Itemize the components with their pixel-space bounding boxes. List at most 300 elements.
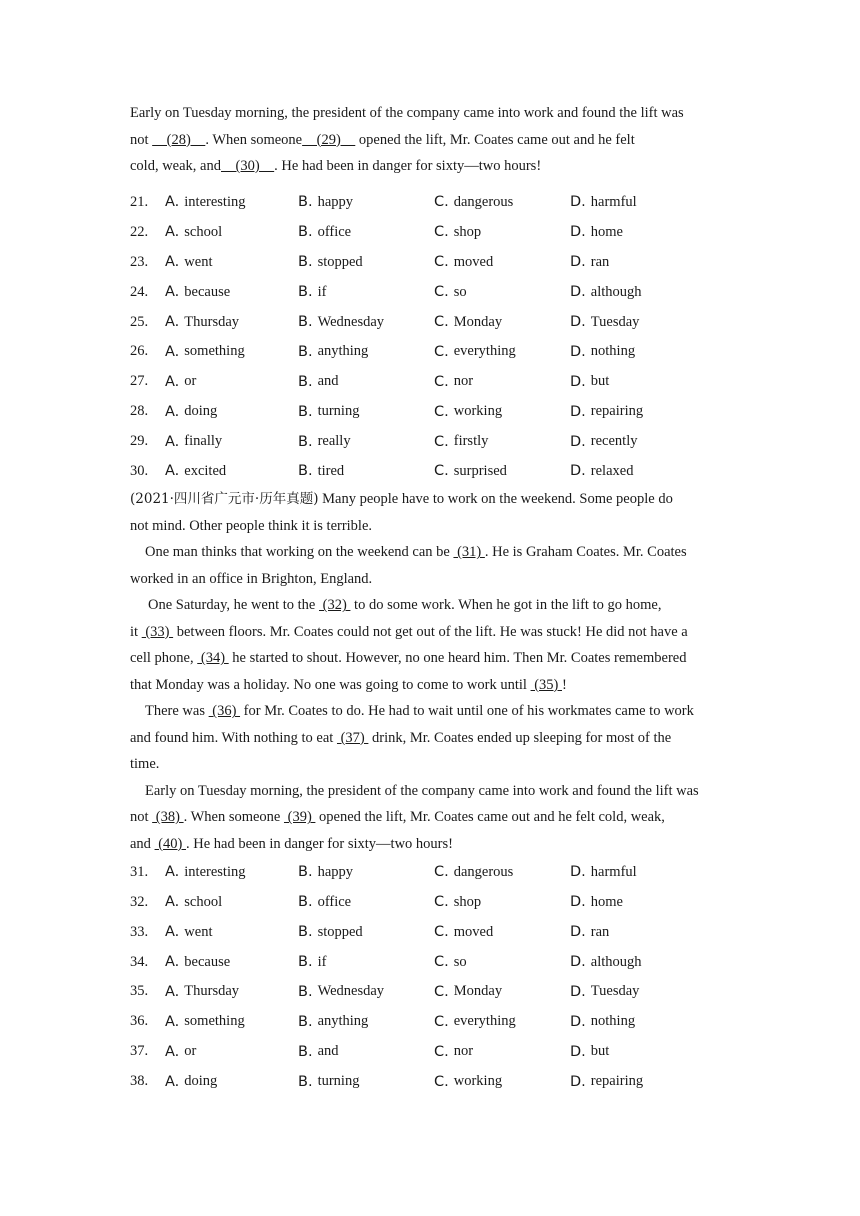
question-row (130, 277, 730, 307)
option-b (298, 284, 434, 301)
option-letter: D. (570, 224, 586, 241)
option-text: went (184, 253, 213, 270)
option-letter: A. (165, 194, 180, 211)
blank-28: (28) (152, 131, 206, 148)
option-letter: C. (434, 194, 449, 211)
option-text: if (317, 283, 327, 300)
option-a (165, 924, 298, 941)
option-letter: B. (298, 284, 313, 301)
option-text: finally (184, 433, 223, 450)
option-letter: C. (434, 314, 449, 330)
option-c (434, 194, 570, 211)
option-c (434, 314, 570, 331)
blank-33: (33) (141, 623, 174, 640)
option-letter: C. (434, 284, 449, 301)
passage-line (130, 486, 730, 513)
question-number: 29. (130, 433, 149, 450)
question-row (130, 1007, 730, 1037)
option-letter: A. (165, 954, 180, 971)
option-text: so (453, 953, 467, 970)
option-text: doing (184, 1073, 218, 1090)
passage-text: One man thinks that working on the weekend can be (145, 544, 454, 561)
passage-line (130, 513, 730, 540)
option-b (298, 224, 434, 241)
question-number: 33. (130, 923, 149, 940)
passage-line (130, 592, 730, 619)
option-c (434, 463, 570, 480)
option-text: moved (453, 923, 494, 940)
option-d (570, 954, 710, 971)
option-c (434, 924, 570, 941)
option-c (434, 1043, 570, 1060)
question-number: 24. (130, 283, 149, 300)
passage-text: for Mr. Coates to do. He had to wait until one of his workmates came to work (240, 703, 694, 720)
source-label: (2021·四川省广元市·历年真题) (130, 491, 319, 508)
option-text: because (184, 953, 231, 970)
option-text: office (317, 223, 352, 240)
option-text: home (590, 893, 623, 910)
option-text: Tuesday (590, 983, 640, 1000)
option-text: because (184, 283, 231, 300)
question-list-21-30 (130, 188, 730, 487)
option-d (570, 463, 710, 480)
question-number: 34. (130, 953, 149, 970)
option-letter: B. (298, 463, 313, 480)
option-text: Monday (453, 983, 503, 1000)
option-c (434, 224, 570, 241)
passage-text: between floors. Mr. Coates could not get out of the lift. He was stuck! He did not have a (173, 623, 688, 640)
option-letter: B. (298, 1073, 313, 1090)
passage-text: ! (561, 676, 567, 693)
option-letter: B. (298, 983, 313, 1000)
option-letter: C. (434, 1043, 449, 1060)
passage-line (130, 539, 730, 566)
option-letter: A. (165, 924, 180, 941)
passage-text: it (130, 623, 142, 640)
option-text: everything (453, 343, 516, 360)
option-d (570, 343, 710, 360)
question-number: 26. (130, 343, 149, 360)
question-row (130, 887, 730, 917)
option-text: repairing (590, 403, 644, 420)
option-letter: C. (434, 403, 449, 420)
option-a (165, 194, 298, 211)
option-text: harmful (590, 193, 637, 210)
passage-text: he started to shout. However, no one heard him. Then Mr. Coates remembered (228, 650, 687, 667)
option-text: happy (317, 193, 353, 210)
option-text: interesting (184, 193, 246, 210)
question-number: 30. (130, 462, 149, 479)
option-b (298, 894, 434, 911)
option-text: interesting (184, 863, 246, 880)
passage-line (130, 127, 730, 154)
option-text: nor (453, 373, 474, 390)
question-row (130, 247, 730, 277)
option-c (434, 254, 570, 271)
question-number: 37. (130, 1043, 149, 1060)
option-b (298, 254, 434, 271)
question-number: 28. (130, 403, 149, 420)
option-b (298, 924, 434, 941)
question-number: 32. (130, 893, 149, 910)
option-b (298, 403, 434, 420)
passage-line (130, 831, 730, 858)
option-text: Monday (453, 313, 503, 330)
option-text: so (453, 283, 467, 300)
question-number: 27. (130, 373, 149, 390)
option-text: or (184, 373, 197, 390)
option-letter: A. (165, 983, 180, 1000)
option-letter: D. (570, 343, 586, 360)
option-letter: D. (570, 983, 586, 1000)
option-b (298, 983, 434, 1000)
passage-line (130, 751, 730, 778)
passage-text: not mind. Other people think it is terrible. (130, 517, 373, 534)
passage-line (130, 619, 730, 646)
option-d (570, 864, 710, 881)
question-number: 38. (130, 1073, 149, 1090)
option-letter: C. (434, 254, 449, 271)
option-d (570, 983, 710, 1000)
option-text: shop (453, 893, 482, 910)
option-letter: C. (434, 983, 449, 1000)
option-d (570, 924, 710, 941)
passage-text: cell phone, (130, 650, 198, 667)
question-row (130, 917, 730, 947)
blank-34: (34) (197, 650, 229, 667)
passage-text: opened the lift, Mr. Coates came out and he felt (355, 131, 635, 148)
option-letter: B. (298, 373, 313, 390)
option-d (570, 1073, 710, 1090)
option-text: surprised (453, 462, 507, 479)
option-letter: C. (434, 1073, 449, 1090)
blank-30: (30) (221, 158, 275, 174)
option-text: and (317, 373, 339, 390)
option-letter: B. (298, 224, 313, 241)
option-a (165, 314, 298, 331)
option-a (165, 864, 298, 881)
option-b (298, 1043, 434, 1060)
option-b (298, 463, 434, 480)
option-a (165, 284, 298, 301)
option-text: Thursday (184, 983, 240, 1000)
option-a (165, 894, 298, 911)
question-number: 22. (130, 223, 149, 240)
passage-text: time. (130, 756, 160, 773)
question-row (130, 217, 730, 247)
option-letter: D. (570, 284, 586, 301)
blank-39: (39) (283, 809, 316, 826)
question-row (130, 188, 730, 218)
option-a (165, 463, 298, 480)
passage-text: . He had been in danger for sixty—two hours! (185, 835, 453, 852)
option-letter: C. (434, 954, 449, 971)
option-a (165, 403, 298, 420)
option-letter: D. (570, 433, 586, 450)
option-text: went (184, 923, 213, 940)
option-b (298, 314, 434, 331)
option-d (570, 284, 710, 301)
option-a (165, 1073, 298, 1090)
option-text: although (590, 283, 642, 300)
option-letter: D. (570, 403, 586, 420)
option-letter: D. (570, 1043, 586, 1060)
option-d (570, 314, 710, 331)
option-c (434, 403, 570, 420)
option-d (570, 433, 710, 450)
option-text: shop (453, 223, 482, 240)
blank-38: (38) (152, 809, 184, 826)
option-letter: C. (434, 924, 449, 941)
option-text: Wednesday (317, 983, 385, 1000)
option-d (570, 254, 710, 271)
option-text: Thursday (184, 313, 240, 330)
option-d (570, 224, 710, 241)
blank-36: (36) (208, 703, 241, 720)
option-letter: A. (165, 314, 180, 330)
option-text: stopped (317, 923, 363, 940)
passage-line (130, 804, 730, 831)
option-letter: B. (298, 1043, 313, 1060)
option-letter: A. (165, 433, 180, 450)
option-letter: C. (434, 864, 449, 881)
passage-line (130, 100, 730, 127)
question-number: 21. (130, 193, 149, 210)
passage-text: cold, weak, and (130, 158, 221, 174)
passage-text: and (130, 835, 155, 852)
passage-line (130, 566, 730, 593)
option-text: moved (453, 253, 494, 270)
option-letter: A. (165, 864, 180, 881)
option-c (434, 373, 570, 390)
question-row (130, 1037, 730, 1067)
option-text: recently (590, 433, 638, 450)
blank-40: (40) (154, 835, 186, 852)
option-text: excited (184, 462, 227, 479)
option-letter: B. (298, 194, 313, 211)
option-letter: C. (434, 463, 449, 480)
option-text: nothing (590, 343, 636, 360)
option-letter: B. (298, 1013, 313, 1030)
option-text: home (590, 223, 623, 240)
option-text: tired (317, 462, 345, 479)
option-letter: A. (165, 463, 180, 480)
question-number: 23. (130, 253, 149, 270)
option-b (298, 373, 434, 390)
option-text: repairing (590, 1073, 644, 1090)
passage-text: to do some work. When he got in the lift to go home, (350, 597, 662, 614)
passage-line (130, 698, 730, 725)
option-text: school (184, 893, 223, 910)
passage-text: . When someone (205, 131, 303, 148)
option-d (570, 403, 710, 420)
option-letter: B. (298, 894, 313, 911)
option-text: something (184, 343, 245, 360)
passage-line (130, 153, 730, 180)
option-a (165, 983, 298, 1000)
passage-line (130, 672, 730, 699)
option-text: firstly (453, 433, 489, 450)
option-text: if (317, 953, 327, 970)
option-text: everything (453, 1013, 516, 1030)
option-b (298, 954, 434, 971)
option-text: turning (317, 1073, 360, 1090)
option-letter: A. (165, 343, 180, 360)
option-a (165, 1043, 298, 1060)
option-c (434, 1073, 570, 1090)
option-b (298, 1013, 434, 1030)
option-text: anything (317, 1013, 369, 1030)
option-letter: C. (434, 894, 449, 911)
passage-2 (130, 486, 730, 857)
passage-text: Early on Tuesday morning, the president of the company came into work and found the lift was (130, 105, 684, 121)
option-letter: D. (570, 194, 586, 211)
option-letter: A. (165, 1043, 180, 1060)
passage-text: worked in an office in Brighton, England. (130, 570, 373, 587)
option-b (298, 433, 434, 450)
question-row (130, 397, 730, 427)
option-letter: D. (570, 254, 586, 271)
option-text: dangerous (453, 863, 514, 880)
passage-text: that Monday was a holiday. No one was going to come to work until (130, 676, 531, 693)
option-letter: D. (570, 314, 586, 330)
option-a (165, 433, 298, 450)
question-row (130, 1067, 730, 1097)
option-text: relaxed (590, 462, 634, 479)
option-a (165, 373, 298, 390)
option-text: stopped (317, 253, 363, 270)
option-text: working (453, 403, 503, 420)
option-letter: D. (570, 373, 586, 390)
passage-line (130, 725, 730, 752)
passage-line (130, 645, 730, 672)
blank-32: (32) (319, 597, 351, 614)
option-letter: C. (434, 224, 449, 241)
option-letter: C. (434, 343, 449, 360)
option-c (434, 343, 570, 360)
option-letter: B. (298, 924, 313, 941)
option-b (298, 343, 434, 360)
passage-text: and found him. With nothing to eat (130, 729, 337, 746)
option-letter: A. (165, 373, 180, 390)
option-text: nor (453, 1043, 474, 1060)
blank-37: (37) (336, 729, 369, 746)
option-text: Wednesday (317, 313, 385, 330)
option-letter: D. (570, 924, 586, 941)
option-letter: B. (298, 864, 313, 881)
option-text: harmful (590, 863, 637, 880)
option-c (434, 954, 570, 971)
option-letter: B. (298, 343, 313, 360)
option-text: turning (317, 403, 360, 420)
option-letter: A. (165, 1013, 180, 1030)
option-letter: C. (434, 433, 449, 450)
option-letter: B. (298, 403, 313, 420)
passage-text: not (130, 809, 153, 826)
option-a (165, 343, 298, 360)
blank-31: (31) (453, 544, 485, 561)
passage-text: One Saturday, he went to the (148, 597, 319, 614)
option-a (165, 1013, 298, 1030)
option-text: nothing (590, 1013, 636, 1030)
option-letter: B. (298, 954, 313, 971)
option-letter: D. (570, 864, 586, 881)
option-c (434, 433, 570, 450)
option-text: really (317, 433, 351, 450)
option-text: happy (317, 863, 353, 880)
passage-text: Early on Tuesday morning, the president of the company came into work and found the lift was (145, 782, 699, 799)
passage-text: There was (145, 703, 209, 720)
question-row (130, 367, 730, 397)
passage-text: opened the lift, Mr. Coates came out and he felt cold, weak, (315, 809, 665, 826)
option-c (434, 864, 570, 881)
option-c (434, 1013, 570, 1030)
passage-text: . He had been in danger for sixty—two hours! (274, 158, 542, 174)
question-row (130, 857, 730, 887)
question-number: 36. (130, 1013, 149, 1030)
document-page (130, 100, 730, 1097)
option-letter: C. (434, 1013, 449, 1030)
option-letter: D. (570, 1013, 586, 1030)
option-b (298, 864, 434, 881)
option-text: office (317, 893, 352, 910)
option-text: ran (590, 253, 610, 270)
option-letter: B. (298, 314, 313, 330)
option-letter: D. (570, 1073, 586, 1090)
option-a (165, 224, 298, 241)
passage-1-tail (130, 100, 730, 180)
option-text: or (184, 1043, 197, 1060)
question-row (130, 427, 730, 457)
option-letter: A. (165, 284, 180, 301)
option-d (570, 1013, 710, 1030)
question-row (130, 457, 730, 487)
option-text: anything (317, 343, 369, 360)
question-row (130, 337, 730, 367)
option-b (298, 1073, 434, 1090)
passage-text: . When someone (183, 809, 284, 826)
option-text: something (184, 1013, 245, 1030)
question-number: 25. (130, 313, 149, 330)
option-a (165, 954, 298, 971)
option-letter: C. (434, 373, 449, 390)
passage-text: drink, Mr. Coates ended up sleeping for most of the (368, 729, 672, 746)
option-a (165, 254, 298, 271)
option-d (570, 373, 710, 390)
option-text: although (590, 953, 642, 970)
option-letter: D. (570, 463, 586, 480)
option-letter: B. (298, 254, 313, 271)
option-letter: A. (165, 1073, 180, 1090)
option-letter: A. (165, 403, 180, 420)
option-d (570, 194, 710, 211)
question-row (130, 947, 730, 977)
option-text: but (590, 1043, 610, 1060)
option-text: Tuesday (590, 313, 640, 330)
option-b (298, 194, 434, 211)
option-letter: D. (570, 954, 586, 971)
passage-text: not (130, 131, 153, 148)
option-text: working (453, 1073, 503, 1090)
option-c (434, 284, 570, 301)
question-row (130, 307, 730, 337)
option-text: but (590, 373, 610, 390)
question-list-31-38 (130, 857, 730, 1096)
option-letter: A. (165, 224, 180, 241)
option-c (434, 983, 570, 1000)
option-letter: A. (165, 894, 180, 911)
option-letter: B. (298, 433, 313, 450)
